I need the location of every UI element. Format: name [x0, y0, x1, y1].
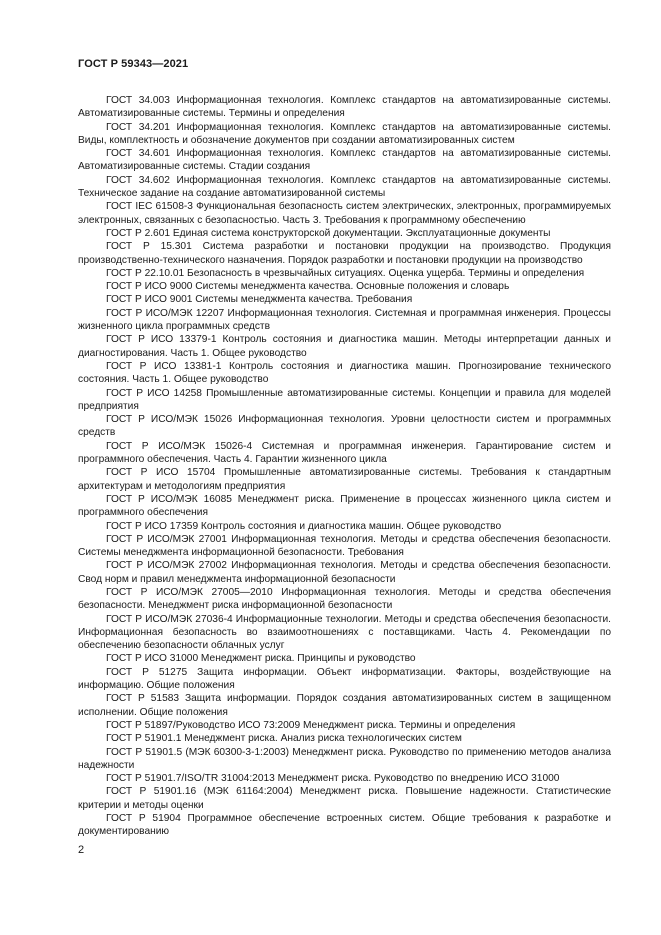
reference-entry: ГОСТ Р ИСО 9000 Системы менеджмента качества. Основные положения и словарь — [106, 281, 510, 293]
reference-entry: ГОСТ Р ИСО 15704 Промышленные автоматизированные системы. Требования к стандартным архитектурам и методологиям предприятия — [78, 467, 611, 492]
document-header: ГОСТ Р 59343—2021 — [78, 58, 189, 70]
reference-entry: ГОСТ 34.601 Информационная технология. Комплекс стандартов на автоматизированные системы. Автоматизированные системы. Стадии создания — [78, 148, 611, 173]
normative-references-list — [78, 94, 611, 839]
reference-entry: ГОСТ Р 22.10.01 Безопасность в чрезвычайных ситуациях. Оценка ущерба. Термины и определения — [106, 267, 585, 279]
reference-entry: ГОСТ Р ИСО 17359 Контроль состояния и диагностика машин. Общее руководство — [106, 520, 502, 532]
reference-entry: ГОСТ Р 51901.7/ISO/TR 31004:2013 Менеджмент риска. Руководство по внедрению ИСО 31000 — [106, 773, 560, 785]
reference-entry: ГОСТ Р ИСО/МЭК 15026-4 Системная и программная инженерия. Гарантирование систем и программного обеспечения. Часть 4. Гарантии жизненного цикла — [78, 440, 611, 466]
reference-entry: ГОСТ 34.003 Информационная технология. Комплекс стандартов на автоматизированные системы. Автоматизированные системы. Термины и определения — [78, 95, 611, 120]
reference-entry: ГОСТ Р ИСО/МЭК 12207 Информационная технология. Системная и программная инженерия. Процессы жизненного цикла программных средств — [78, 307, 611, 333]
reference-entry: ГОСТ Р 51275 Защита информации. Объект информатизации. Факторы, воздействующие на информацию. Общие положения — [78, 666, 611, 692]
reference-entry: ГОСТ Р ИСО 14258 Промышленные автоматизированные системы. Концепции и правила для моделей предприятия — [78, 387, 611, 412]
reference-entry: ГОСТ Р ИСО 31000 Менеджмент риска. Принципы и руководство — [106, 653, 416, 665]
reference-entry: ГОСТ Р ИСО/МЭК 16085 Менеджмент риска. Применение в процессах жизненного цикла систем и программного обеспечения — [78, 493, 611, 519]
reference-entry: ГОСТ Р 51897/Руководство ИСО 73:2009 Менеджмент риска. Термины и определения — [106, 719, 516, 731]
reference-entry: ГОСТ 34.201 Информационная технология. Комплекс стандартов на автоматизированные системы. Виды, комплектность и обозначение документов при создании автоматизированных систем — [78, 121, 611, 146]
reference-entry: ГОСТ Р 15.301 Система разработки и постановки продукции на производство. Продукция производственно-технического назначения. Порядок разработки и постановки продукции на производство — [78, 241, 611, 266]
reference-entry: ГОСТ Р ИСО/МЭК 27005—2010 Информационная технология. Методы и средства обеспечения безопасности. Менеджмент риска информационной безопасности — [78, 586, 611, 612]
reference-entry: ГОСТ Р ИСО 13381-1 Контроль состояния и диагностика машин. Прогнозирование технического состояния. Часть 1. Общее руководство — [78, 360, 611, 386]
page-number: 2 — [78, 844, 85, 856]
reference-entry: ГОСТ Р ИСО/МЭК 27036-4 Информационные технологии. Методы и средства обеспечения безопасности. Информационная безопасность во взаимоотношениях с поставщиками. Часть 4. Рекомендации по обеспечению безопасности облачных услуг — [78, 613, 611, 652]
reference-entry: ГОСТ Р 2.601 Единая система конструкторской документации. Эксплуатационные документы — [106, 227, 551, 239]
reference-entry: ГОСТ Р ИСО 9001 Системы менеджмента качества. Требования — [106, 294, 413, 306]
reference-entry: ГОСТ Р ИСО/МЭК 27001 Информационная технология. Методы и средства обеспечения безопасности. Системы менеджмента информационной безопасности. Требования — [78, 533, 611, 559]
reference-entry: ГОСТ Р 51901.5 (МЭК 60300-3-1:2003) Менеджмент риска. Руководство по применению методов анализа надежности — [78, 746, 611, 771]
reference-entry: ГОСТ Р 51904 Программное обеспечение встроенных систем. Общие требования к разработке и документированию — [78, 813, 611, 838]
reference-entry: ГОСТ Р ИСО/МЭК 27002 Информационная технология. Методы и средства обеспечения безопасности. Свод норм и правил менеджмента информационной безопасности — [78, 560, 611, 585]
reference-entry: ГОСТ Р 51901.1 Менеджмент риска. Анализ риска технологических систем — [106, 733, 462, 745]
reference-entry: ГОСТ Р ИСО/МЭК 15026 Информационная технология. Уровни целостности систем и программных средств — [78, 414, 611, 439]
reference-entry: ГОСТ IEC 61508-3 Функциональная безопасность систем электрических, электронных, программируемых электронных, связанных с безопасностью. Часть 3. Требования к программному обеспечению — [78, 201, 611, 226]
reference-entry: ГОСТ Р 51901.16 (МЭК 61164:2004) Менеджмент риска. Повышение надежности. Статистические критерии и методы оценки — [78, 786, 611, 811]
reference-entry: ГОСТ Р 51583 Защита информации. Порядок создания автоматизированных систем в защищенном исполнении. Общие положения — [78, 693, 611, 718]
reference-entry: ГОСТ 34.602 Информационная технология. Комплекс стандартов на автоматизированные системы. Техническое задание на создание автоматизированной системы — [78, 174, 611, 200]
reference-entry: ГОСТ Р ИСО 13379-1 Контроль состояния и диагностика машин. Методы интерпретации данных и диагностирования. Часть 1. Общее руководство — [78, 334, 611, 359]
